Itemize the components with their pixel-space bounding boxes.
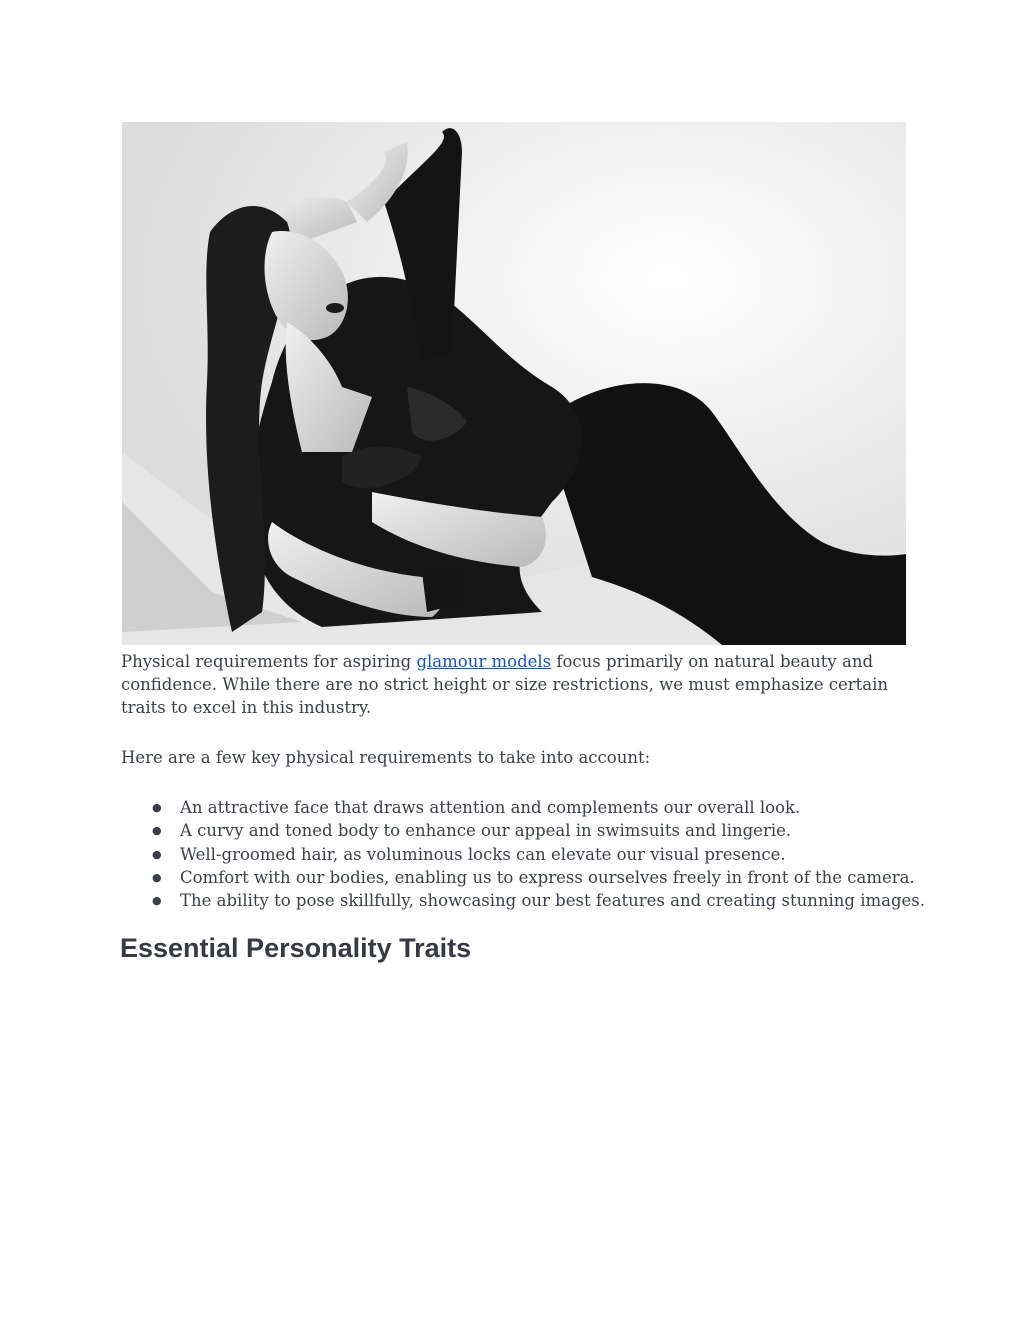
list-item xyxy=(121,889,925,912)
glamour-models-link[interactable]: glamour models xyxy=(416,652,552,671)
bullet-icon: ● xyxy=(152,824,162,838)
fashion-photo-illustration xyxy=(122,122,906,645)
bullet-icon: ● xyxy=(152,870,162,884)
intro-text-end: focus primarily on natural beauty and confidence. While there are no strict height or size restrictions, we must emphasize certain traits to excel in this industry. xyxy=(121,652,888,717)
intro-paragraph xyxy=(121,650,901,719)
fashion-photo xyxy=(122,122,906,645)
list-item-text: A curvy and toned body to enhance our appeal in swimsuits and lingerie. xyxy=(180,821,792,841)
requirements-list xyxy=(121,796,925,912)
list-item xyxy=(121,866,915,889)
requirements-intro-paragraph: Here are a few key physical requirements to take into account: xyxy=(121,748,651,767)
list-item xyxy=(121,819,901,842)
list-item-text: Well-groomed hair, as voluminous locks can elevate our visual presence. xyxy=(180,844,786,864)
list-item-text: The ability to pose skillfully, showcasing our best features and creating stunning images. xyxy=(180,891,925,911)
bullet-icon: ● xyxy=(152,847,162,861)
bullet-icon: ● xyxy=(152,894,162,908)
list-item xyxy=(121,796,901,819)
list-item-text: An attractive face that draws attention and complements our overall look. xyxy=(180,798,801,817)
bullet-icon: ● xyxy=(152,801,162,814)
list-item xyxy=(121,843,901,866)
intro-text-start: Physical requirements for aspiring xyxy=(121,652,417,671)
section-heading: Essential Personality Traits xyxy=(120,933,472,963)
list-item-text: Comfort with our bodies, enabling us to express ourselves freely in front of the camera. xyxy=(180,867,915,887)
